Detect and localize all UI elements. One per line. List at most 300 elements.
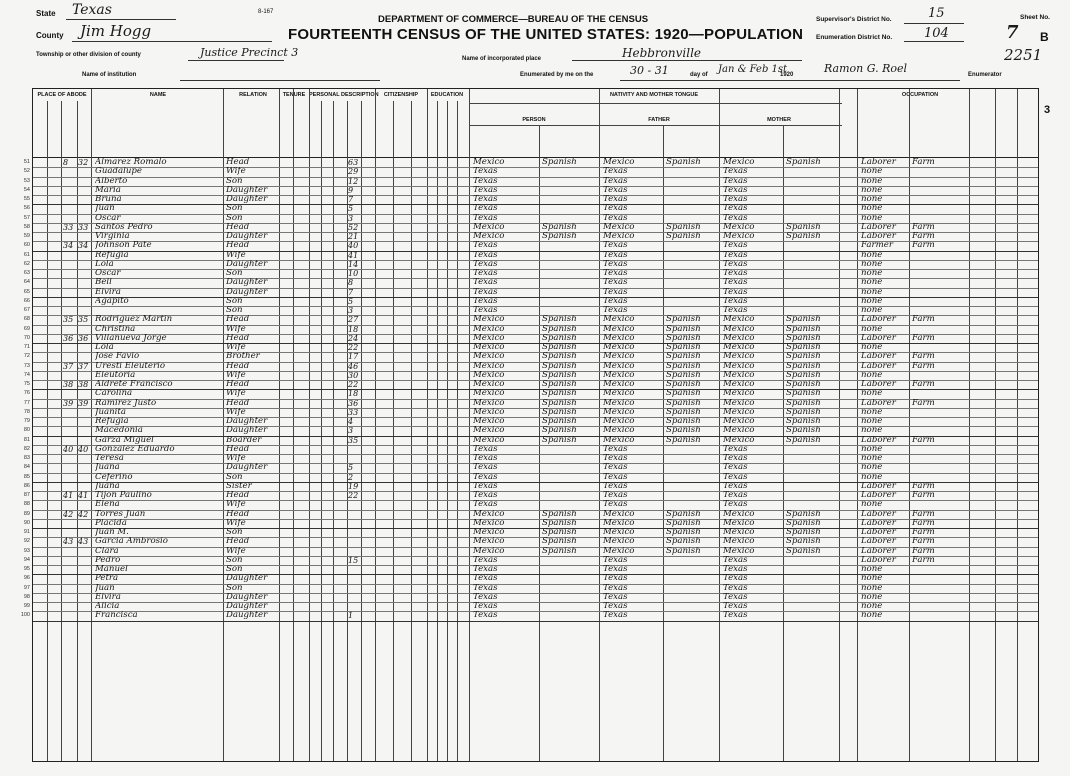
cell-pob: Texas [473,167,498,177]
cell-rel: Daughter [226,232,268,241]
cell-rel: Wife [226,324,246,334]
table-row [23,426,1038,436]
cell-name: Ramirez Justo [95,398,157,408]
cell-sex-color [312,232,332,241]
cell-father-tongue [666,278,718,287]
cell-father-tongue: Spanish [666,380,701,389]
cell-rel: Daughter [226,592,268,602]
cell-fam: 32 [78,158,89,167]
group-relation: RELATION [239,92,267,98]
cell-age: 7 [348,287,354,297]
cell-tongue [542,463,598,472]
line-number: 59 [23,233,30,239]
cell-name [95,306,223,315]
cell-mother-tongue: Spanish [786,222,821,232]
enumeration-district-label: Enumeration District No. [816,34,893,41]
cell-father-tongue: Spanish [666,398,701,408]
cell-fam [78,602,92,611]
cell-tongue [542,584,598,593]
enumerator-label: Enumerator [968,72,1002,78]
sheet-label: Sheet No. [1020,14,1050,21]
cell-father-tongue: Spanish [666,417,701,426]
cell-ind [912,306,968,315]
cell-rel: Son [226,306,243,315]
cell-fam [78,352,92,361]
line-number: 86 [23,482,30,489]
cell-age [348,593,361,602]
cell-mother-pob: Texas [723,204,748,214]
cell-sex-color [312,593,332,602]
cell-mother-tongue [786,454,838,463]
cell-occ: Laborer [861,232,896,241]
cell-age: 19 [348,481,359,491]
cell-name: Petra [95,574,119,584]
line-number: 75 [23,381,30,387]
cell-occ: Laborer [861,222,896,232]
cell-dw [63,454,77,463]
table-row [23,481,1038,491]
cell-mother-pob: Texas [723,241,748,251]
line-number: 67 [23,307,30,313]
cell-ind: Farm [912,491,935,500]
cell-mother-pob: Mexico [723,361,755,371]
cell-dw [63,288,77,297]
cell-pob: Texas [473,296,498,306]
cell-ind [912,371,968,380]
line-number: 82 [23,445,30,452]
cell-rel: Son [226,555,243,565]
cell-rel: Daughter [226,278,268,288]
table-row [23,278,1038,288]
line-number: 60 [23,242,30,249]
cell-pob: Texas [473,287,498,297]
cell-father-pob: Mexico [603,537,635,547]
cell-fam [78,278,92,287]
line-number: 98 [23,593,30,600]
enumerated-days: 30 - 31 [630,64,669,77]
cell-father-tongue: Spanish [666,315,701,325]
cell-sex-color [312,565,332,574]
cell-father-tongue [666,306,718,315]
cell-father-tongue: Spanish [666,426,701,436]
cell-ind: Farm [912,361,935,371]
cell-occ: Laborer [861,352,896,362]
cell-sex-color [312,491,332,500]
cell-occ: none [861,176,883,186]
group-place-of-abode: PLACE OF ABODE [37,92,87,98]
cell-mother-tongue [786,214,838,223]
cell-father-tongue [666,491,718,500]
cell-mother-pob: Mexico [723,518,755,528]
cell-dw [63,593,77,602]
cell-ind [912,473,968,482]
cell-name: Garza Miguel [95,435,154,445]
cell-mother-pob: Mexico [723,343,755,352]
cell-age: 17 [348,352,359,362]
line-number: 57 [23,214,30,221]
cell-father-tongue: Spanish [666,343,701,352]
cell-age: 63 [348,158,359,167]
cell-pob: Texas [473,565,498,574]
table-row [23,232,1038,241]
cell-father-pob: Mexico [603,518,635,528]
cell-mother-tongue [786,602,838,611]
cell-age [348,584,361,593]
cell-tongue [542,186,598,195]
cell-tongue: Spanish [542,315,577,325]
cell-fam [78,500,92,509]
cell-dw [63,611,77,620]
cell-father-pob: Texas [603,500,628,510]
cell-dw [63,343,77,352]
cell-father-pob: Mexico [603,222,635,232]
cell-age: 52 [348,222,359,232]
cell-pob: Mexico [473,528,505,537]
group-personal-description: PERSONAL DESCRIPTION [309,92,379,98]
line-number: 83 [23,455,30,461]
table-row [23,509,1038,519]
cell-dw [63,473,77,482]
cell-mother-tongue: Spanish [786,537,821,547]
cell-mother-tongue [786,306,838,315]
cell-father-pob: Texas [603,611,628,621]
cell-sex-color [312,537,332,546]
table-row [23,407,1038,417]
cell-sex-color [312,611,332,620]
cell-name: Carolina [95,389,133,399]
cell-rel: Brother [226,352,260,362]
cell-sex-color [312,463,332,472]
cell-father-pob: Mexico [603,232,635,241]
cell-dw [63,500,77,509]
line-number: 73 [23,362,30,369]
cell-pob: Mexico [473,518,505,528]
cell-dw [63,426,77,435]
cell-sex-color [312,556,332,565]
table-row [23,352,1038,362]
cell-dw [63,584,77,593]
cell-name: Oscar [95,269,121,278]
cell-sex-color [312,288,332,297]
line-number: 100 [20,612,30,619]
county-label: County [36,31,64,40]
day-of-label: day of [690,72,708,78]
cell-dw: 39 [63,398,74,408]
line-number: 70 [23,334,30,341]
cell-rel: Boarder [226,435,262,445]
line-number: 74 [23,371,30,378]
cell-occ: Laborer [861,333,896,343]
cell-name: Ceferino [95,472,133,482]
cell-name: Oscar [95,213,121,223]
cell-name: Refugia [95,417,129,426]
cell-tongue [542,167,598,176]
cell-age: 15 [348,555,359,565]
cell-name: Torres Juan [95,509,146,519]
cell-mother-tongue [786,556,838,565]
cell-ind: Farm [912,528,935,537]
cell-father-tongue: Spanish [666,361,701,371]
cell-ind: Farm [912,380,935,389]
cell-dw: 43 [63,537,74,547]
cell-father-tongue [666,611,718,620]
group-occupation: OCCUPATION [901,92,939,98]
cell-fam: 39 [78,398,89,408]
cell-mother-tongue: Spanish [786,417,821,426]
line-number: 85 [23,473,30,480]
cell-sex-color [312,436,332,445]
cell-ind: Farm [912,518,935,528]
enumerated-label: Enumerated by me on the [520,72,594,78]
table-row [23,583,1038,593]
cell-tongue: Spanish [542,528,577,537]
cell-tongue: Spanish [542,509,577,519]
cell-father-tongue [666,204,718,213]
cell-tongue [542,593,598,602]
cell-father-pob: Mexico [603,389,635,399]
cell-fam: 33 [78,222,89,232]
line-number: 68 [23,316,30,323]
cell-father-tongue [666,602,718,611]
cell-fam [78,574,92,583]
cell-ind [912,454,968,463]
cell-name: Bell [95,278,112,288]
table-row [23,592,1038,602]
form-number: 8-167 [258,9,274,15]
cell-ind [912,611,968,620]
cell-age: 3 [348,426,354,436]
incorporated-place-value: Hebbronville [622,46,702,60]
cell-father-pob: Texas [603,296,628,306]
cell-rel: Daughter [226,287,268,297]
line-number: 81 [23,436,30,443]
line-number: 61 [23,251,30,258]
cell-rel: Wife [226,250,246,260]
line-number: 65 [23,288,30,295]
cell-father-pob: Texas [603,269,628,278]
cell-tongue [542,574,598,583]
cell-ind [912,463,968,472]
cell-tongue: Spanish [542,537,577,547]
cell-rel: Head [226,537,250,547]
table-row [23,324,1038,334]
cell-rel: Head [226,491,250,500]
line-number: 66 [23,297,30,304]
cell-sex-color [312,454,332,463]
group-citizenship: CITIZENSHIP [383,92,419,98]
cell-dw [63,325,77,334]
cell-mother-pob: Mexico [723,370,755,380]
cell-age [348,510,361,519]
cell-father-pob: Mexico [603,426,635,436]
table-row [23,454,1038,463]
cell-pob: Texas [473,269,498,278]
cell-rel: Head [226,380,250,389]
line-number: 78 [23,408,30,415]
cell-father-pob: Mexico [603,546,635,556]
cell-occ: none [861,444,883,454]
cell-fam [78,426,92,435]
cell-ind [912,288,968,297]
cell-fam: 36 [78,333,89,343]
line-number: 55 [23,196,30,202]
cell-mother-pob: Mexico [723,426,755,436]
cell-ind: Farm [912,398,935,408]
cell-ind [912,177,968,186]
cell-pob: Texas [473,500,498,510]
cell-pob: Mexico [473,324,505,334]
cell-name: Elvira [95,287,121,297]
cell-name: Tijon Paulino [95,491,152,500]
cell-mother-tongue: Spanish [786,315,821,325]
line-number: 79 [23,418,30,424]
cell-occ: none [861,185,883,195]
cell-sex-color [312,315,332,324]
cell-tongue: Spanish [542,426,577,436]
cell-father-pob: Mexico [603,370,635,380]
table-row [23,333,1038,343]
cell-occ: none [861,426,883,436]
cell-ind: Farm [912,546,935,556]
cell-tongue [542,306,598,315]
cell-tongue [542,241,598,250]
cell-mother-pob: Texas [723,306,748,315]
cell-age: 5 [348,463,354,473]
cell-occ: Laborer [861,555,896,565]
cell-age: 12 [348,176,359,186]
cell-occ: none [861,472,883,482]
department-heading: DEPARTMENT OF COMMERCE—BUREAU OF THE CENSUS [378,14,649,25]
cell-ind [912,278,968,287]
cell-rel: Wife [226,407,246,417]
cell-rel: Wife [226,500,246,510]
cell-mother-tongue: Spanish [786,546,821,556]
column-header-band [33,89,1038,158]
cell-mother-pob: Texas [723,463,748,473]
state-value: Texas [72,2,112,18]
cell-mother-tongue: Spanish [786,518,821,528]
cell-ind [912,574,968,583]
cell-dw [63,251,77,260]
cell-age: 29 [348,167,359,177]
cell-name: Christina [95,324,136,334]
cell-rel: Head [226,333,250,343]
cell-rel: Head [226,158,250,167]
cell-ind [912,195,968,204]
cell-mother-tongue [786,260,838,269]
cell-sex-color [312,204,332,213]
cell-pob: Mexico [473,315,505,325]
cell-sex-color [312,426,332,435]
cell-rel: Son [226,565,243,574]
cell-occ: none [861,583,883,593]
cell-father-pob: Mexico [603,380,635,389]
cell-father-pob: Texas [603,463,628,473]
cell-pob: Texas [473,185,498,195]
cell-mother-tongue: Spanish [786,435,821,445]
cell-fam [78,204,92,213]
cell-mother-tongue: Spanish [786,333,821,343]
cell-father-pob: Texas [603,555,628,565]
cell-sex-color [312,408,332,417]
cell-mother-tongue [786,463,838,472]
cell-name: Rodriguez Martin [95,315,173,325]
cell-age: 35 [348,435,359,445]
cell-sex-color [312,574,332,583]
cell-father-pob: Texas [603,213,628,223]
cell-pob: Mexico [473,232,505,241]
cell-ind: Farm [912,555,935,565]
line-number: 64 [23,279,30,286]
cell-pob: Mexico [473,435,505,445]
cell-mother-pob: Texas [723,287,748,297]
line-number: 93 [23,547,30,554]
cell-father-tongue [666,186,718,195]
cell-sex-color [312,500,332,509]
table-row [23,546,1038,556]
cell-tongue: Spanish [542,352,577,362]
cell-father-pob: Texas [603,167,628,177]
cell-occ: none [861,602,883,611]
cell-mother-tongue: Spanish [786,380,821,389]
cell-ind [912,214,968,223]
cell-occ: Laborer [861,518,896,528]
enumerated-month: Jan & Feb 1st [718,64,788,75]
cell-sex-color [312,297,332,306]
cell-pob: Mexico [473,333,505,343]
cell-rel: Head [226,222,250,232]
cell-name: Juan M. [95,528,129,537]
cell-mother-tongue: Spanish [786,426,821,436]
cell-rel: Wife [226,370,246,380]
cell-occ: Laborer [861,158,896,167]
cell-mother-tongue [786,593,838,602]
cell-tongue: Spanish [542,333,577,343]
cell-pob: Texas [473,278,498,288]
cell-name: Maria [95,185,121,195]
cell-mother-pob: Texas [723,574,748,584]
cell-age: 18 [348,389,359,399]
state-label: State [36,9,56,18]
cell-sex-color [312,510,332,519]
cell-ind [912,167,968,176]
cell-dw: 42 [63,509,74,519]
cell-fam [78,214,92,223]
cell-tongue: Spanish [542,398,577,408]
cell-mother-pob: Mexico [723,380,755,389]
cell-sex-color [312,473,332,482]
cell-tongue: Spanish [542,389,577,399]
cell-rel: Head [226,361,250,371]
cell-mother-tongue [786,584,838,593]
table-row [23,361,1038,371]
table-row [23,417,1038,426]
cell-ind [912,343,968,352]
cell-occ: none [861,306,883,315]
cell-name: Uresti Eleuterio [95,361,165,371]
supervisor-district-label: Supervisor's District No. [816,16,892,23]
cell-dw [63,408,77,417]
cell-rel: Head [226,398,250,408]
cell-fam: 35 [78,315,89,325]
cell-ind [912,204,968,213]
cell-mother-pob: Texas [723,565,748,574]
cell-name: Virginia [95,232,130,241]
cell-father-tongue [666,214,718,223]
cell-occ: Laborer [861,380,896,389]
cell-age: 8 [348,278,354,288]
cell-rel: Son [226,204,243,214]
